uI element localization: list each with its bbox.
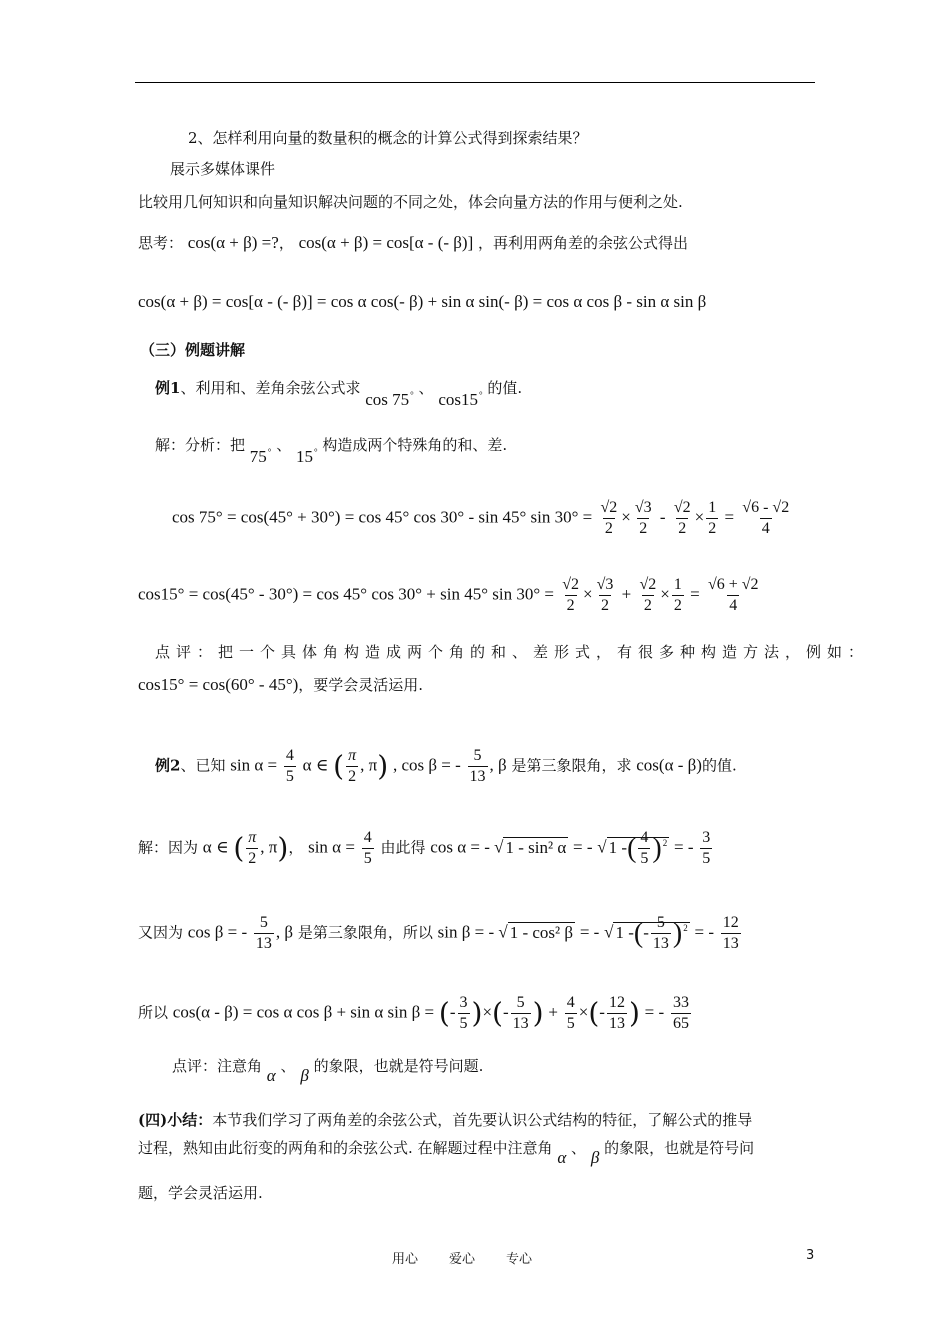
solution-1-analysis	[155, 430, 508, 466]
frac-den: 2	[673, 597, 682, 614]
cos15-lhs: cos15° = cos(45° - 30°) = cos 45° cos 30° + sin 45° sin 30° =	[138, 584, 554, 604]
frac-den: 2	[643, 597, 652, 614]
frac-num: 1	[673, 576, 682, 593]
frac-num: 5	[259, 914, 268, 931]
paren-open: (	[438, 996, 450, 1030]
section-4-label: (四)小结：	[138, 1111, 213, 1129]
example-1	[155, 373, 523, 409]
example-2-text-b: 是第三象限角，求	[511, 756, 632, 775]
frac-den: 13	[722, 935, 739, 952]
paren-open: (	[233, 831, 245, 865]
comma-beta: , β	[275, 922, 294, 942]
sqrt-sign: √	[604, 922, 614, 942]
frac-num: √2	[600, 499, 618, 516]
fraction	[565, 993, 577, 1034]
frac-den: 2	[708, 520, 717, 537]
fraction	[246, 828, 258, 869]
cos75-text: cos 75	[365, 390, 410, 409]
fraction	[706, 575, 761, 616]
example-2-label: 例2	[155, 756, 181, 775]
beta-symbol: β	[590, 1148, 600, 1167]
example-1-label: 例1	[155, 379, 181, 397]
frac-den: 5	[566, 1015, 575, 1032]
solution-2-line-1: 解：因为 α ∈ ( $\frac{\pi}{2}$ , π)， sin α = $\frac{4}{5}$ 由此得 cos α = - √ 1 - sin² α = - √ 1 -( $\frac{4}{5}$ )$^2$ = - $\frac{3}{5}$	[138, 829, 711, 868]
frac-den: 2	[601, 597, 610, 614]
think-mid: ，	[278, 234, 294, 252]
paren-open: (	[492, 996, 503, 1030]
frac-num: 12	[608, 994, 625, 1011]
frac-num: √2	[562, 576, 580, 593]
sqrt-sign: √	[498, 922, 508, 942]
frac-num: √2	[673, 499, 691, 516]
frac-num: π	[348, 747, 357, 764]
fraction	[700, 828, 712, 869]
frac-num: 1	[708, 499, 717, 516]
example-2-text-c: 的值.	[701, 756, 737, 775]
radicand-one: 1 -	[615, 922, 634, 942]
summary-line-3: 题，学会灵活运用.	[138, 1184, 263, 1202]
frac-num: √6 + √2	[707, 576, 759, 593]
paren-open: (	[627, 832, 637, 864]
think-formula-2: cos(α + β) = cos[α - (- β)]	[298, 233, 474, 252]
sol1-text-a: 解：分析：把	[155, 436, 246, 454]
footer-motto-2: 爱心	[449, 1252, 476, 1267]
comment-1-line-2	[138, 675, 423, 695]
radicand	[607, 829, 670, 868]
deg-symbol: °	[479, 390, 483, 400]
sin-alpha-eq: sin α =	[230, 755, 278, 775]
equals-minus: = -	[674, 837, 694, 857]
equals-sign: =	[690, 584, 700, 604]
think-tail: ，再利用两角差的余弦公式得出	[478, 234, 689, 252]
frac-num: √3	[596, 576, 614, 593]
fraction	[706, 498, 718, 539]
frac-den: 13	[469, 768, 486, 785]
think-formula-1: cos(α + β) =?	[187, 233, 279, 252]
cos15-text: cos15	[438, 390, 479, 409]
comment-2	[172, 1056, 484, 1085]
frac-den: 5	[640, 850, 649, 868]
frac-num: 4	[363, 829, 372, 846]
frac-num: √6 - √2	[742, 499, 790, 516]
paren-close: )	[377, 749, 389, 783]
paren-open: (	[333, 749, 345, 783]
sin-alpha-eq: sin α =	[308, 837, 355, 857]
minus-sign: -	[502, 1002, 509, 1022]
ex1-separator: 、	[418, 379, 434, 397]
equals-minus: = -	[573, 837, 593, 857]
cos15-alt-formula: cos15° = cos(60° - 45°)	[138, 675, 299, 694]
radicand: 1 - sin² α	[505, 837, 567, 857]
deg-symbol: °	[410, 390, 414, 400]
fraction	[284, 746, 296, 787]
frac-num: 5	[516, 994, 525, 1011]
alpha-symbol: α	[266, 1066, 276, 1085]
frac-num: √2	[639, 576, 657, 593]
think-line	[138, 233, 688, 253]
sol2-text-a: 解：因为	[138, 838, 199, 857]
frac-den: 13	[608, 1015, 625, 1032]
comment-2-text-a: 点评：注意角	[172, 1057, 263, 1075]
angle-15	[296, 447, 318, 466]
fraction	[362, 828, 374, 869]
sol2-text-b: 由此得	[380, 838, 426, 857]
comment-1-line-1: 点评：把一个具体角构造成两个角的和、差形式，有很多种构造方法，例如：	[155, 643, 870, 661]
cos15-computation	[138, 575, 763, 616]
times-sign: ×	[621, 507, 631, 527]
cos-beta-eq: cos β = -	[187, 922, 248, 942]
fraction	[740, 498, 791, 539]
solution-2-line-2	[138, 913, 743, 954]
frac-den: 5	[459, 1015, 468, 1032]
fraction	[346, 746, 358, 787]
solution-2-line-3	[138, 993, 693, 1034]
equals-minus: = -	[644, 1002, 665, 1022]
example-2-text-a: 、已知	[180, 756, 226, 775]
frac-num: 4	[640, 829, 649, 847]
paren-open: (	[633, 917, 644, 949]
minus-sign: -	[659, 507, 666, 527]
comment-2-text-b: 的象限，也就是符号问题.	[313, 1057, 484, 1075]
plus-sign: +	[548, 1002, 558, 1022]
comment-1-tail: ，要学会灵活运用.	[298, 676, 424, 694]
cos-beta-eq: , cos β = -	[392, 755, 461, 775]
summary-line-2	[138, 1138, 755, 1167]
comma-beta: , β	[489, 755, 507, 775]
cos-alpha-eq: cos α = -	[430, 837, 495, 857]
frac-den: 2	[639, 520, 648, 537]
footer-motto-3: 专心	[506, 1252, 533, 1267]
minus-sign: -	[643, 922, 649, 942]
frac-den: 2	[566, 597, 575, 614]
times-sign: ×	[583, 584, 593, 604]
deg-symbol: °	[313, 447, 318, 457]
frac-num: 12	[722, 914, 739, 931]
equals-minus: = -	[694, 922, 714, 942]
interval-tail: , π	[360, 755, 378, 775]
frac-num: 3	[702, 829, 711, 846]
frac-num: 4	[285, 747, 294, 764]
interval-tail: , π	[260, 837, 278, 857]
minus-sign: -	[599, 1002, 605, 1022]
angle-75	[250, 447, 272, 466]
page-number: 3	[806, 1248, 815, 1263]
sol2c-text-a: 又因为	[138, 923, 184, 942]
summary-text-2a: 过程，熟知由此衍变的两角和的余弦公式. 在解题过程中注意角	[138, 1139, 553, 1157]
alpha-in: α ∈	[302, 755, 329, 775]
plus-sign: +	[621, 584, 632, 604]
fraction	[560, 575, 581, 616]
paren-close: )	[672, 917, 683, 949]
summary-text-1: 本节我们学习了两角差的余弦公式，首先要认识公式结构的特征，了解公式的推导	[212, 1111, 753, 1129]
deg-symbol: °	[267, 447, 272, 457]
frac-den: 2	[678, 520, 687, 537]
frac-den: 2	[248, 850, 257, 867]
sqrt-sign: √	[494, 837, 504, 857]
sqrt-sign: √	[597, 837, 607, 857]
frac-den: 4	[729, 597, 738, 614]
alpha-symbol: α	[557, 1148, 567, 1167]
paren-open: (	[588, 996, 600, 1030]
think-label: 思考：	[138, 234, 184, 252]
equals-sign: =	[724, 507, 735, 527]
times-sign: ×	[660, 584, 670, 604]
fraction	[721, 913, 741, 954]
cos75-expr	[365, 390, 414, 409]
fraction	[511, 993, 531, 1034]
ex1-end: 的值.	[487, 379, 523, 397]
sol1-separator: 、	[276, 436, 292, 454]
frac-den: 5	[285, 768, 294, 785]
header-rule	[135, 82, 815, 83]
fraction	[651, 913, 671, 954]
frac-num: π	[248, 829, 257, 846]
cos-alpha-minus-beta: cos(α - β)	[636, 755, 702, 775]
fraction	[672, 498, 693, 539]
fraction	[595, 575, 616, 616]
final-lhs: cos(α - β) = cos α cos β + sin α sin β =	[172, 1002, 435, 1022]
fraction	[468, 746, 488, 787]
derivation-formula: cos(α + β) = cos[α - (- β)] = cos α cos(- β) + sin α sin(- β) = cos α cos β - sin α sin β	[138, 292, 707, 311]
radicand	[613, 914, 689, 953]
compare-text: 比较用几何知识和向量知识解决问题的不同之处，体会向量方法的作用与便利之处.	[138, 193, 683, 211]
sol2d-text-a: 所以	[138, 1003, 169, 1022]
frac-den: 2	[348, 768, 357, 785]
frac-num: 5	[473, 747, 482, 764]
sol2c-text-b: 是第三象限角，所以	[297, 923, 433, 942]
fraction	[638, 575, 659, 616]
frac-den: 13	[255, 935, 272, 952]
frac-den: 5	[363, 850, 372, 867]
cos15-expr	[438, 390, 482, 409]
example-2	[155, 746, 737, 787]
radicand: 1 - cos² β	[509, 922, 574, 942]
alpha-in: α ∈	[202, 837, 229, 857]
paren-close: )	[628, 996, 640, 1030]
cos75-computation	[172, 498, 793, 539]
fraction	[671, 993, 691, 1034]
angle-75-text: 75	[249, 447, 267, 466]
fraction	[607, 993, 627, 1034]
frac-den: 65	[672, 1015, 689, 1032]
radicand-one: 1 -	[608, 837, 628, 857]
sin-beta-eq: sin β = -	[437, 922, 499, 942]
fraction	[458, 993, 470, 1034]
beta-symbol: β	[300, 1066, 309, 1085]
paren-close: )	[277, 831, 289, 865]
footer-motto-1: 用心	[392, 1252, 419, 1267]
cos75-lhs: cos 75° = cos(45° + 30°) = cos 45° cos 30° - sin 45° sin 30° =	[172, 507, 593, 527]
fraction	[599, 498, 620, 539]
frac-num: 3	[459, 994, 468, 1011]
example-1-text: 、利用和、差角余弦公式求	[180, 379, 361, 397]
times-sign: ×	[482, 1002, 493, 1022]
frac-den: 5	[702, 850, 711, 867]
paren-close: )	[471, 996, 483, 1030]
fraction	[254, 913, 274, 954]
frac-num: 33	[672, 994, 689, 1011]
times-sign: ×	[578, 1002, 589, 1022]
frac-num: 5	[656, 914, 665, 932]
summary-line-1	[138, 1110, 752, 1130]
frac-den: 2	[604, 520, 613, 537]
frac-num: √3	[634, 499, 652, 516]
frac-den: 13	[652, 935, 669, 953]
angle-15-text: 15	[295, 447, 313, 466]
square-exponent: 2	[662, 837, 668, 848]
summary-text-2b: 的象限，也就是符号问	[604, 1139, 755, 1157]
times-sign: ×	[694, 507, 705, 527]
frac-den: 4	[761, 520, 770, 537]
fraction	[672, 575, 684, 616]
fraction	[638, 828, 650, 869]
question-2: 2、怎样利用向量的数量积的概念的计算公式得到探索结果？	[188, 129, 588, 147]
paren-close: )	[652, 832, 662, 864]
frac-num: 4	[566, 994, 575, 1011]
square-exponent: 2	[683, 922, 688, 933]
sol1-text-b: 构造成两个特殊角的和、差.	[322, 436, 508, 454]
frac-den: 13	[512, 1015, 529, 1032]
paren-close: )	[532, 996, 544, 1030]
equals-minus: = -	[579, 922, 600, 942]
media-note: 展示多媒体课件	[170, 160, 276, 178]
summary-separator: 、	[571, 1139, 587, 1157]
fraction	[633, 498, 654, 539]
minus-sign: -	[449, 1002, 456, 1022]
comment-2-separator: 、	[280, 1057, 296, 1075]
section-3-heading: （三）例题讲解	[140, 341, 246, 359]
